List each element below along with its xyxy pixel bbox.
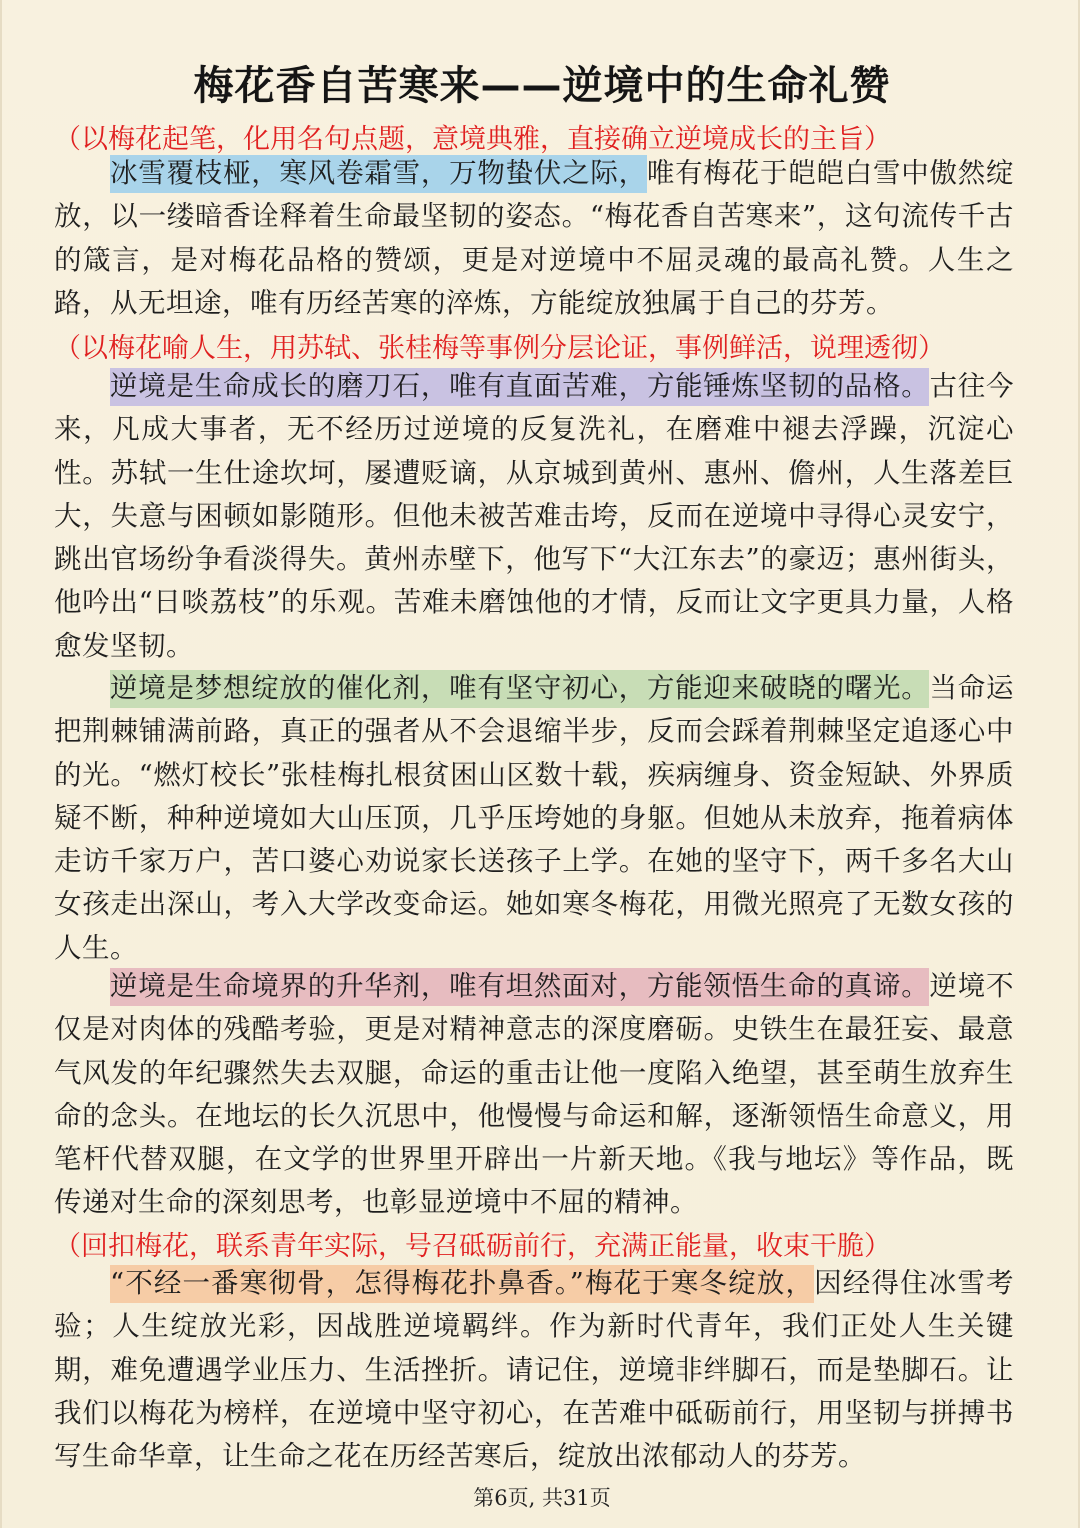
paragraph-sushi — [54, 365, 1014, 668]
annotation-note-intro: （以梅花起笔，化用名句点题，意境典雅，直接确立逆境成长的主旨） — [54, 124, 891, 155]
annotation-note-conclusion: （回扣梅花，联系青年实际，号召砥砺前行，充满正能量，收束干脆） — [54, 1231, 891, 1262]
paragraph-text: 当命运把荆棘铺满前路，真正的强者从不会退缩半步，反而会踩着荆棘坚定追逐心中的光。“燃灯校长”张桂梅扎根贫困山区数十载，疾病缠身、资金短缺、外界质疑不断，种种逆境如大山压顶，几乎压垮她的身躯。但她从未放弃，拖着病体走访千家万户，苦口婆心劝说家长送孩子上学。在她的坚守下，两千多名大山女孩走出深山，考入大学改变命运。她如寒冬梅花，用微光照亮了无数女孩的人生。 — [54, 672, 1015, 964]
highlight-sentence: 逆境是生命境界的升华剂，唯有坦然面对，方能领悟生命的真谛。 — [110, 968, 929, 1006]
paragraph-intro — [54, 152, 1014, 325]
highlight-sentence: 逆境是梦想绽放的催化剂，唯有坚守初心，方能迎来破晓的曙光。 — [110, 670, 929, 708]
annotation-note-body: （以梅花喻人生，用苏轼、张桂梅等事例分层论证，事例鲜活，说理透彻） — [54, 333, 945, 364]
page-number: 第6页, 共31页 — [473, 1486, 611, 1510]
paragraph-shi-tiesheng — [54, 965, 1014, 1225]
paragraph-conclusion — [54, 1262, 1014, 1478]
paragraph-text: 因经得住冰雪考验；人生绽放光彩，因战胜逆境羁绊。作为新时代青年，我们正处人生关键期，难免遭遇学业压力、生活挫折。请记住，逆境非绊脚石，而是垫脚石。让我们以梅花为榜样，在逆境中坚守初心，在苦难中砥砺前行，用坚韧与拼搏书写生命华章，让生命之花在历经苦寒后，绽放出浓郁动人的芬芳。 — [54, 1267, 1014, 1473]
highlight-sentence: 逆境是生命成长的磨刀石，唯有直面苦难，方能锤炼坚韧的品格。 — [110, 368, 929, 406]
paragraph-text: 古往今来，凡成大事者，无不经历过逆境的反复洗礼，在磨难中褪去浮躁，沉淀心性。苏轼一生仕途坎坷，屡遭贬谪，从京城到黄州、惠州、儋州，人生落差巨大，失意与困顿如影随形。但他未被苦难击垮，反而在逆境中寻得心灵安宁，跳出官场纷争看淡得失。黄州赤壁下，他写下“大江东去”的豪迈；惠州街头，他吟出“日啖荔枝”的乐观。苦难未磨蚀他的才情，反而让文字更具力量，人格愈发坚韧。 — [54, 370, 1015, 662]
page-title: 梅花香自苦寒来——逆境中的生命礼赞 — [193, 63, 891, 109]
highlight-sentence: “不经一番寒彻骨，怎得梅花扑鼻香。”梅花于寒冬绽放， — [110, 1265, 814, 1303]
highlight-sentence: 冰雪覆枝桠，寒风卷霜雪，万物蛰伏之际， — [110, 155, 647, 193]
paragraph-text: 唯有梅花于皑皑白雪中傲然绽放，以一缕暗香诠释着生命最坚韧的姿态。“梅花香自苦寒来”，这句流传千古的箴言，是对梅花品格的赞颂，更是对逆境中不屈灵魂的最高礼赞。人生之路，从无坦途，唯有历经苦寒的淬炼，方能绽放独属于自己的芬芳。 — [54, 157, 1015, 319]
paragraph-zhang-guimei — [54, 667, 1014, 970]
paragraph-text: 逆境不仅是对肉体的残酷考验，更是对精神意志的深度磨砺。史铁生在最狂妄、最意气风发的年纪骤然失去双腿，命运的重击让他一度陷入绝望，甚至萌生放弃生命的念头。在地坛的长久沉思中，他慢慢与命运和解，逐渐领悟生命意义，用笔杆代替双腿，在文学的世界里开辟出一片新天地。《我与地坛》等作品，既传递对生命的深刻思考，也彰显逆境中不屈的精神。 — [54, 970, 1015, 1219]
